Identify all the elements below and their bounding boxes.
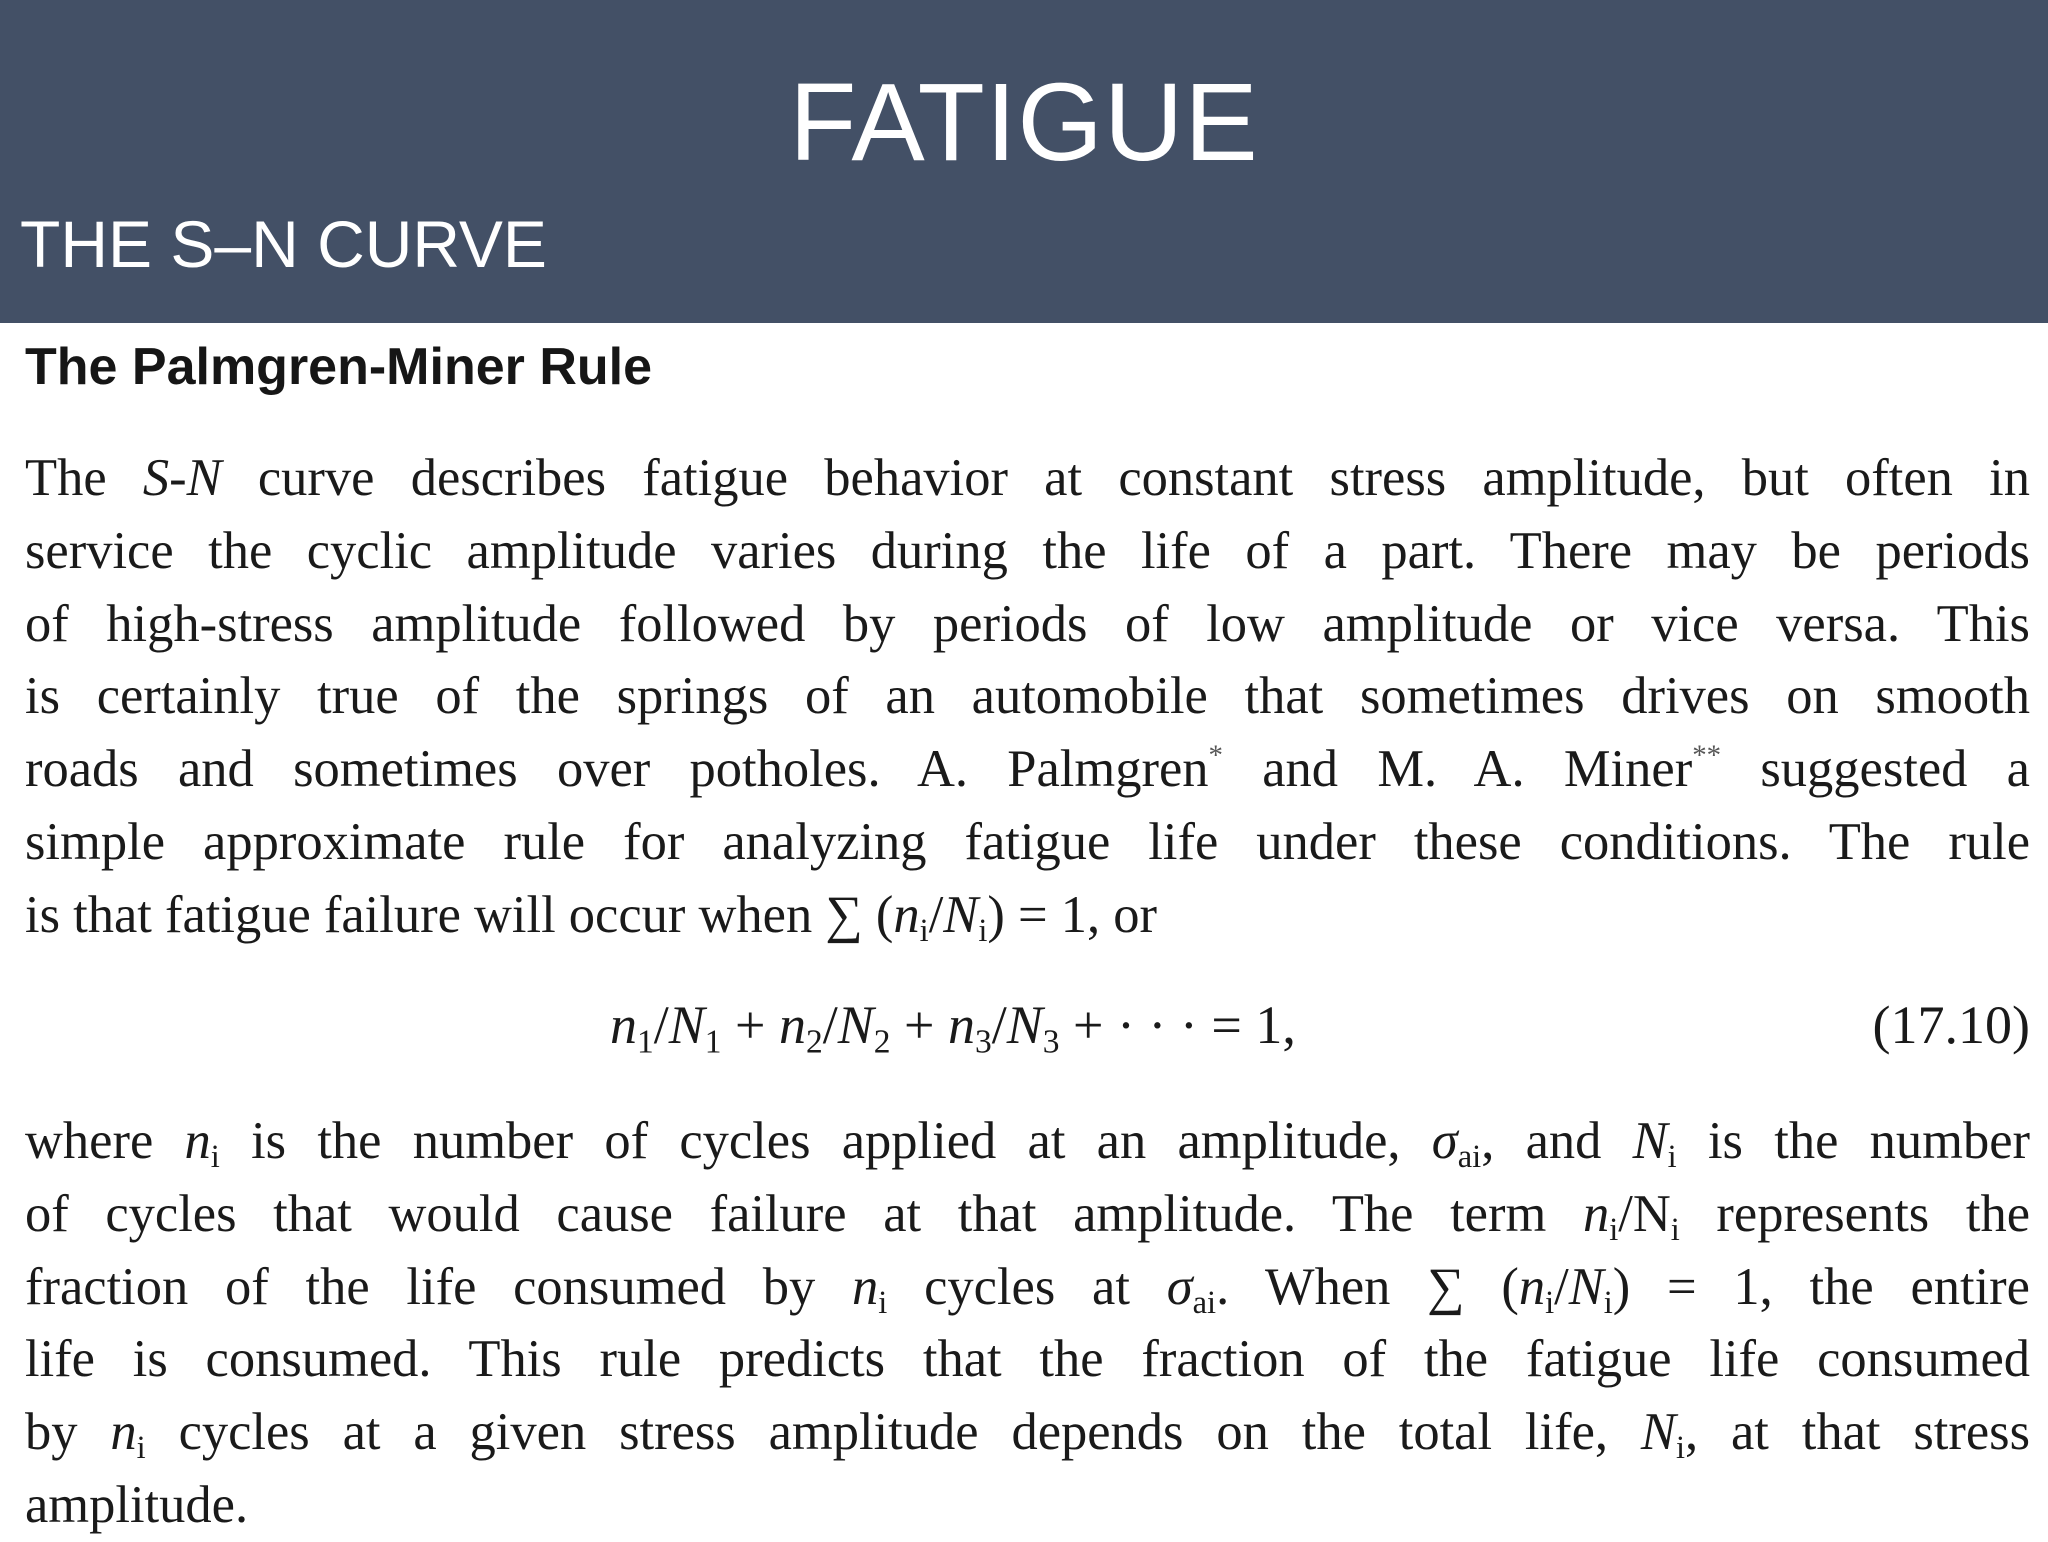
text-line: life is consumed. This rule predicts that the fraction of the fatigue life consumed [25, 1330, 2030, 1389]
text-line: simple approximate rule for analyzing fatigue life under these conditions. The rule [25, 812, 2030, 871]
text-line: roads and sometimes over potholes. A. Palmgren* and M. A. Miner** suggested a [25, 739, 2030, 799]
equation-number: (17.10) [1872, 995, 2030, 1055]
text-line: by $n_i$ cycles at a given stress amplitude depends on the total life, $N_i$, at that stress [25, 1403, 2031, 1467]
text-line: The S-N curve describes fatigue behavior at constant stress amplitude, but often in [25, 449, 2031, 507]
text-line: fraction of the life consumed by $n_i$ cycles at $\sigma_{ai}$. When ∑ $(n_i/N_i) = 1$, the entire [25, 1257, 2030, 1321]
text-line: service the cyclic amplitude varies during the life of a part. There may be periods [25, 521, 2030, 580]
section-heading: The Palmgren-Miner Rule [25, 338, 652, 396]
text-line: of cycles that would cause failure at that amplitude. The term $n_i/N_i$ represents the [25, 1184, 2030, 1248]
text-line: is certainly true of the springs of an automobile that sometimes drives on smooth [25, 667, 2030, 726]
slide-title: FATIGUE [789, 61, 1259, 184]
slide-subtitle: THE S–N CURVE [20, 207, 547, 281]
slide-header [0, 0, 2048, 323]
text-line: amplitude. [25, 1475, 249, 1534]
text-line: where $n_i$ is the number of cycles applied at an amplitude, $\sigma_{ai}$, and $N_i$ is the number [25, 1112, 2030, 1176]
footnote-marker: * [1208, 739, 1223, 772]
text-line: of high-stress amplitude followed by periods of low amplitude or vice versa. This [25, 594, 2030, 653]
equation: $n_1/N_1 + n_2/N_2 + n_3/N_3$ + · · · = 1, [610, 995, 1296, 1061]
footnote-marker: ** [1692, 739, 1722, 772]
text-line: is that fatigue failure will occur when ∑ $(n_i/N_i) = 1$, or [25, 885, 1157, 949]
paragraph-explanation [25, 1105, 2030, 1542]
paragraph-intro [25, 442, 2030, 952]
